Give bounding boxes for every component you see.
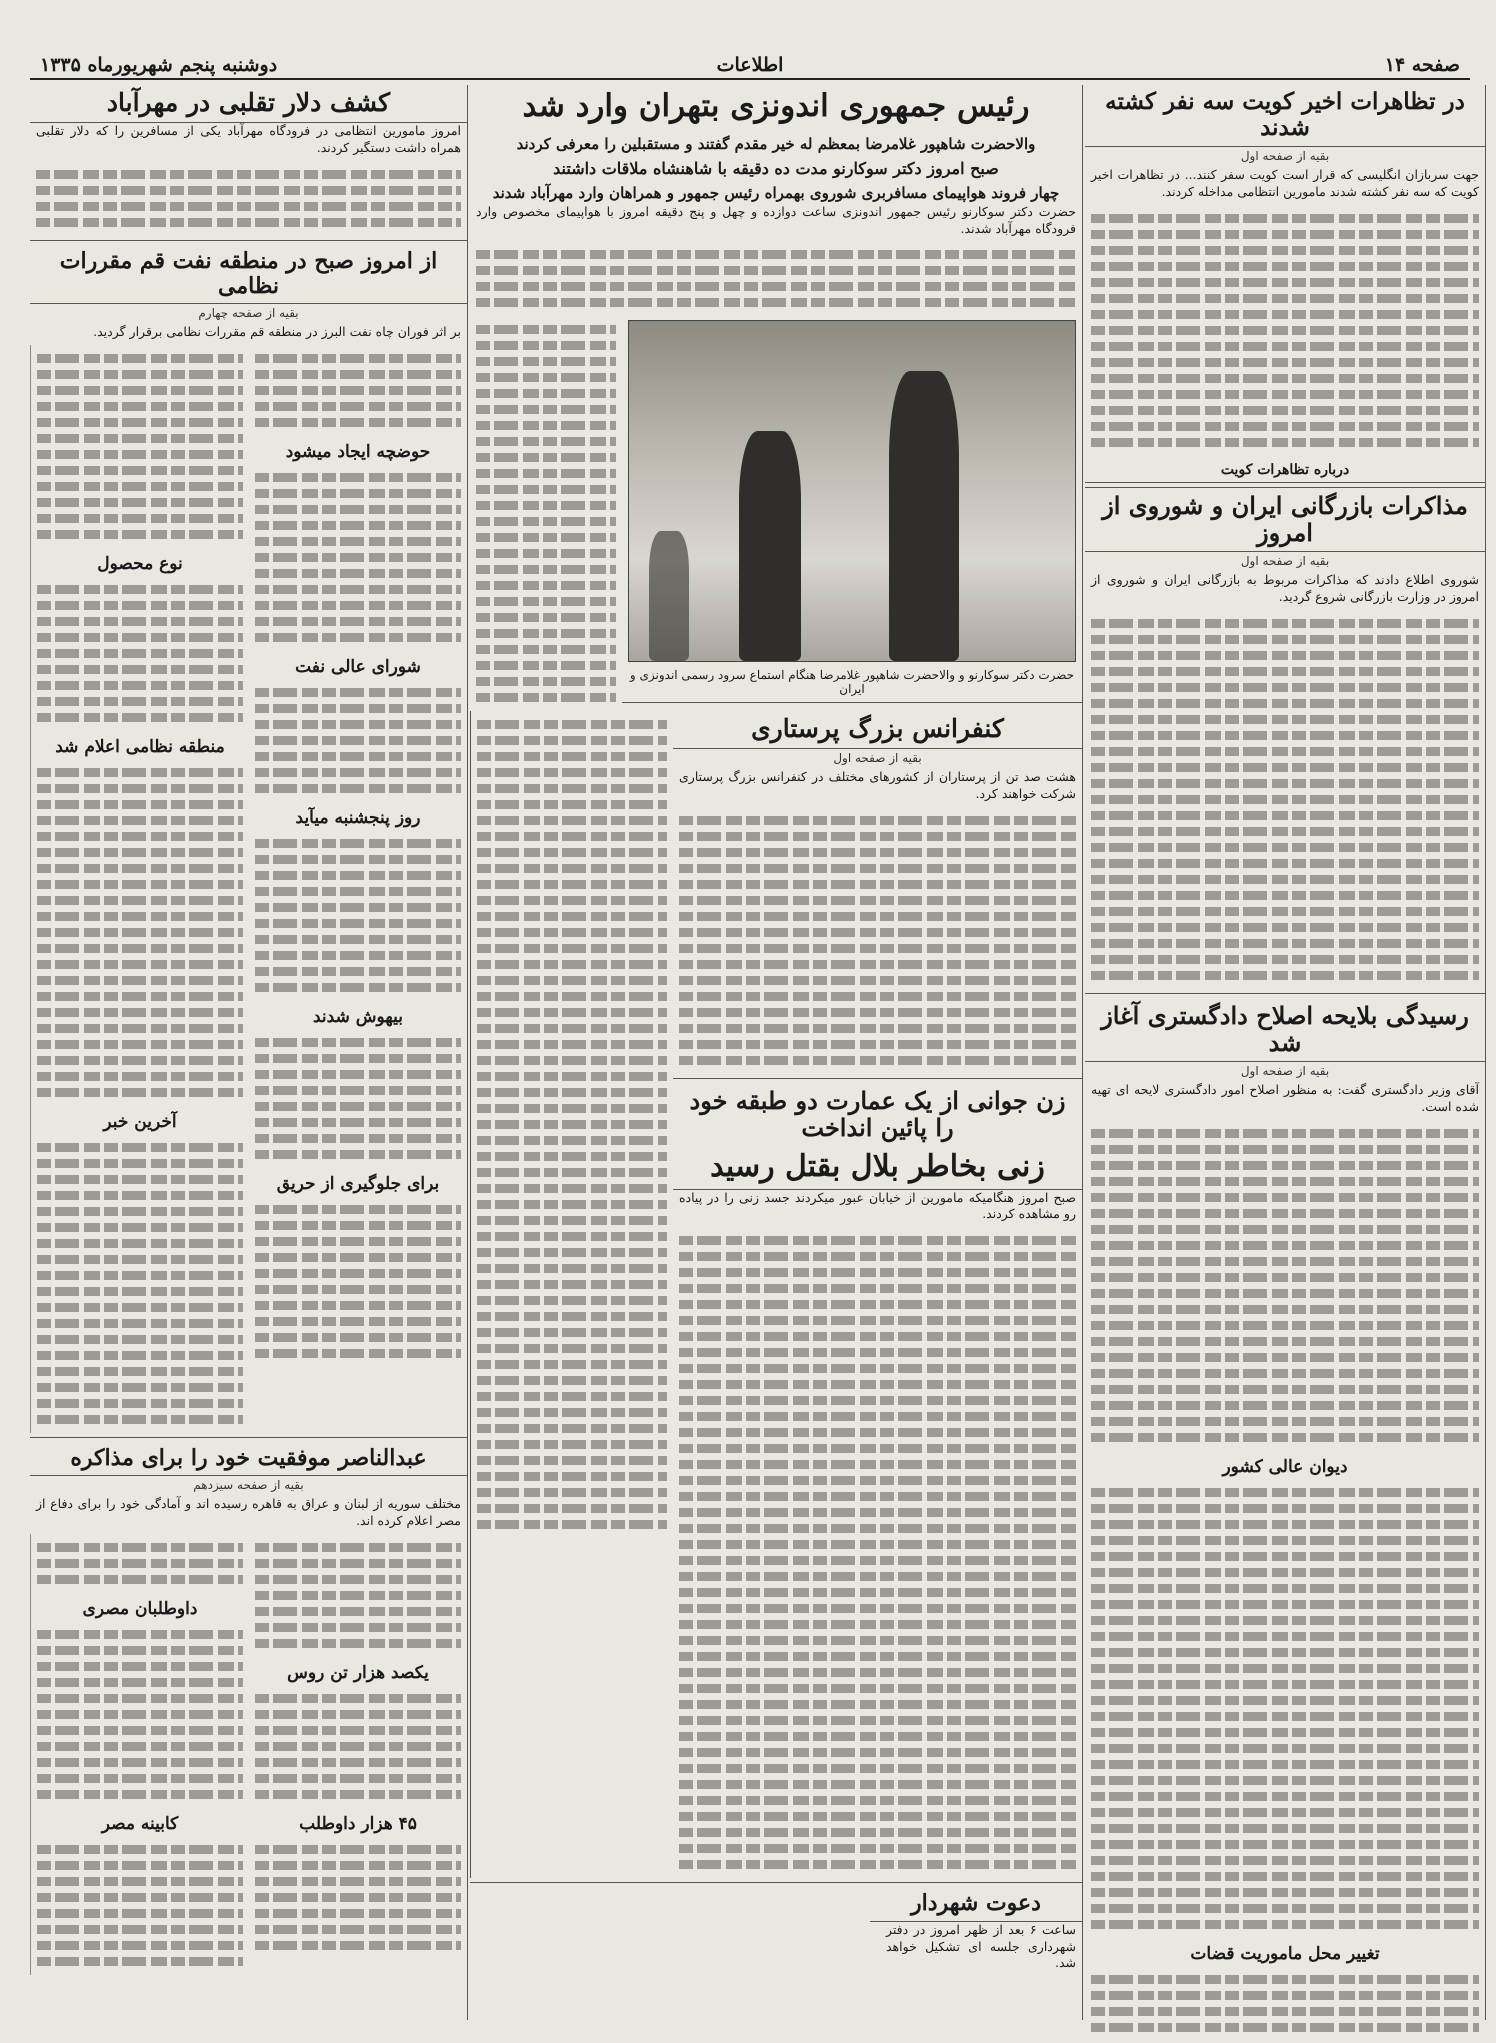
nasser-subhead-1: یکصد هزار تن روس — [287, 1663, 429, 1684]
page-header — [30, 50, 1470, 80]
sukarno-headline: رئیس جمهوری اندونزی بتهران وارد شد — [522, 88, 1030, 124]
kuwait-text: جهت سربازان انگلیسی که قرار است کویت سفر کنند... در تظاهرات اخیر کویت که سه نفر کشته شدند مامورین انتظامی مداخله کردند. — [1091, 166, 1479, 199]
justice-continued: بقیه از صفحه اول — [1240, 1063, 1330, 1078]
page-number: صفحه ۱۴ — [1384, 54, 1460, 76]
sukarno-deck-3: چهار فروند هواپیمای مسافربری شوروی بهمراه رئیس جمهور و همراهان وارد مهرآباد شدند — [492, 183, 1060, 202]
justice-body-3 — [1085, 1966, 1485, 2041]
sukarno-side-body — [470, 316, 622, 711]
nasser-subhead-2: کابینه مصر — [101, 1814, 179, 1835]
trade-body — [1085, 610, 1485, 989]
justice-text: آقای وزیر دادگستری گفت: به منظور اصلاح امور دادگستری لایحه ای تهیه شده است. — [1091, 1081, 1479, 1114]
nursing-text: هشت صد تن از پرستاران از کشورهای مختلف در کنفرانس بزرگ پرستاری شرکت خواهند کرد. — [679, 769, 1076, 802]
sukarno-lead-body — [470, 241, 1082, 316]
trade-text: شوروی اطلاع دادند که مذاکرات مربوط به بازرگانی ایران و شوروی از امروز در وزارت بازرگانی شروع گردید. — [1091, 571, 1479, 604]
nasser-col-b — [249, 1534, 467, 1975]
oil-subhead-1: نوع محصول — [97, 553, 183, 574]
oil-headline: از امروز صبح در منطقه نفت قم مقررات نظامی — [30, 245, 467, 305]
oil-subhead-7: برای جلوگیری از حریق — [276, 1173, 440, 1194]
oil-col-b — [249, 345, 467, 1433]
nasser-columns — [30, 1534, 467, 1975]
oil-columns — [30, 345, 467, 1433]
nursing-body — [673, 807, 1082, 1074]
nasser-text: مختلف سوریه از لبنان و عراق به قاهره رسیده اند و آمادگی خود را برای دفاع از مصر اعلام کرده اند. — [36, 1496, 461, 1529]
nasser-headline: عبدالناصر موفقیت خود را برای مذاکره — [30, 1442, 467, 1476]
nasser-continued: بقیه از صفحه سیزدهم — [193, 1478, 304, 1493]
woman-deck: زنی بخاطر بلال بقتل رسید — [673, 1146, 1082, 1190]
sukarno-lead: حضرت دکتر سوکارنو رئیس جمهور اندونزی ساعت دوازده و چهل و پنج دقیقه امروز با هواپیمای مخصوص وارد فرودگاه مهرآباد شدند. — [476, 203, 1076, 236]
justice-headline: رسیدگی بلایحه اصلاح دادگستری آغاز شد — [1085, 998, 1485, 1062]
woman-text: صبح امروز هنگامیکه مامورین از خیابان عبور میکردند جسد زنی را در پیاده رو مشاهده کردند. — [679, 1189, 1076, 1222]
nasser-subhead-3: ۴۵ هزار داوطلب — [299, 1814, 417, 1835]
oil-subhead-3: شورای عالی نفت — [295, 656, 421, 677]
nursing-headline: کنفرانس بزرگ پرستاری — [673, 711, 1082, 749]
counterfeit-text: امروز مامورین انتظامی در فرودگاه مهرآباد یکی از مسافرین را که دلار تقلبی همراه داشت دستگیر کردند. — [36, 122, 461, 155]
sukarno-continuation — [470, 711, 673, 1878]
sukarno-story — [470, 316, 1082, 711]
judges-transfer-subhead: تغییر محل ماموریت قضات — [1190, 1943, 1380, 1964]
counterfeit-headline: کشف دلار تقلبی در مهرآباد — [30, 85, 467, 123]
sukarno-photo — [628, 320, 1076, 662]
center-lower — [470, 711, 1082, 1878]
publication-name: اطلاعات — [716, 54, 784, 76]
issue-date: دوشنبه پنجم شهریورماه ۱۳۳۵ — [40, 54, 278, 76]
justice-body — [1085, 1120, 1485, 1451]
trade-continued: بقیه از صفحه اول — [1240, 553, 1330, 568]
nasser-subhead-0: داوطلبان مصری — [82, 1599, 198, 1620]
supreme-court-subhead: دیوان عالی کشور — [1222, 1456, 1348, 1477]
kuwait-continued: بقیه از صفحه اول — [1240, 148, 1330, 163]
nasser-col-a — [30, 1534, 249, 1975]
kuwait-subhead: درباره تظاهرات کویت — [1220, 461, 1350, 478]
kuwait-body — [1085, 205, 1485, 456]
photo-figure-left — [739, 431, 801, 661]
sukarno-deck-2: صبح امروز دکتر سوکارنو مدت ده دقیقه با شاهنشاه ملاقات داشتند — [553, 158, 999, 178]
mayor-headline: دعوت شهردار — [870, 1887, 1082, 1921]
woman-headline: زن جوانی از یک عمارت دو طبقه خود را پائین انداخت — [689, 1085, 1066, 1143]
trade-headline: مذاکرات بازرگانی ایران و شوروی از امروز — [1085, 487, 1485, 552]
woman-body — [673, 1227, 1082, 1878]
oil-subhead-5: بیهوش شدند — [313, 1006, 403, 1027]
oil-text: بر اثر فوران چاه نفت البرز در منطقه قم مقررات نظامی برقرار گردید. — [93, 324, 461, 340]
oil-continued: بقیه از صفحه چهارم — [198, 306, 299, 321]
center-column — [470, 85, 1083, 2020]
sukarno-deck-1: والاحضرت شاهپور غلامرضا بمعظم له خیر مقدم گفتند و مستقبلین را معرفی کردند — [516, 134, 1036, 153]
oil-subhead-4: روز پنجشنبه میآید — [295, 807, 421, 828]
oil-subhead-2: منطقه نظامی اعلام شد — [55, 736, 225, 757]
nursing-continued: بقیه از صفحه اول — [833, 751, 922, 766]
right-column — [1085, 85, 1486, 2020]
photo-caption: حضرت دکتر سوکارنو و والاحضرت شاهپور غلامرضا هنگام استماع سرود رسمی اندونزی و ایران — [622, 666, 1082, 703]
counterfeit-body — [30, 161, 467, 236]
left-column — [30, 85, 468, 2020]
kuwait-headline: در تظاهرات اخیر کویت سه نفر کشته شدند — [1085, 85, 1485, 147]
justice-body-2 — [1085, 1479, 1485, 1938]
oil-col-a — [30, 345, 249, 1433]
photo-crowd — [649, 531, 689, 661]
photo-figure-right — [889, 371, 959, 661]
oil-subhead-0: حوضچه ایجاد میشود — [285, 441, 431, 462]
oil-subhead-6: آخرین خبر — [103, 1111, 177, 1132]
mayor-text: ساعت ۶ بعد از ظهر امروز در دفتر شهرداری جلسه ای تشکیل خواهد شد. — [886, 1921, 1076, 1971]
